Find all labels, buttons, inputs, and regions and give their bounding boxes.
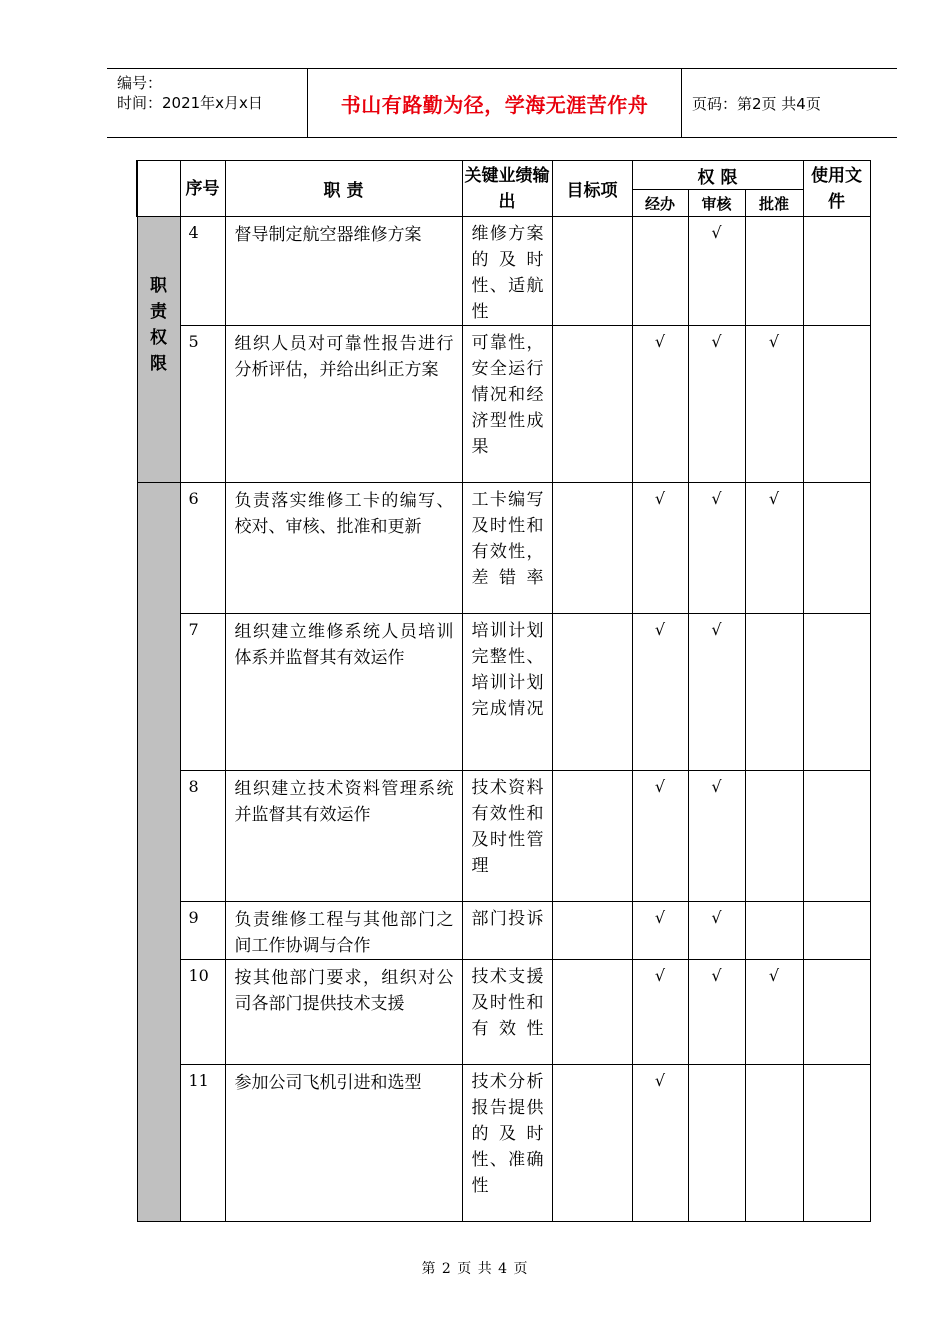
row-kpi: 部门投诉	[462, 902, 552, 960]
table-row	[137, 902, 870, 960]
row-review: √	[688, 483, 745, 614]
row-docs	[803, 902, 870, 960]
row-handle	[632, 217, 688, 326]
row-handle: √	[632, 614, 688, 771]
row-kpi: 技术分析报告提供的及时性、准确性	[462, 1065, 552, 1222]
row-review	[688, 1065, 745, 1222]
page-header	[107, 68, 897, 138]
header-auth-approve: 批准	[745, 190, 803, 217]
row-seq: 4	[180, 217, 225, 326]
header-seq: 序号	[180, 161, 225, 217]
row-target	[552, 960, 632, 1065]
duties-table	[136, 160, 871, 1222]
row-review: √	[688, 217, 745, 326]
table-row	[137, 326, 870, 483]
row-docs	[803, 960, 870, 1065]
row-target	[552, 771, 632, 902]
row-docs	[803, 614, 870, 771]
row-docs	[803, 1065, 870, 1222]
row-review: √	[688, 960, 745, 1065]
table-row	[137, 960, 870, 1065]
row-docs	[803, 771, 870, 902]
row-approve	[745, 902, 803, 960]
row-target	[552, 1065, 632, 1222]
row-handle: √	[632, 960, 688, 1065]
code-label: 编号：	[117, 74, 163, 92]
row-review: √	[688, 326, 745, 483]
row-docs	[803, 217, 870, 326]
row-approve	[745, 217, 803, 326]
row-duty: 按其他部门要求，组织对公司各部门提供技术支援	[225, 960, 462, 1065]
row-approve	[745, 771, 803, 902]
header-docs: 使用文件	[803, 161, 870, 217]
row-review: √	[688, 902, 745, 960]
row-duty: 负责落实维修工卡的编写、校对、审核、批准和更新	[225, 483, 462, 614]
header-auth-handle: 经办	[632, 190, 688, 217]
row-duty: 组织建立技术资料管理系统并监督其有效运作	[225, 771, 462, 902]
row-seq: 8	[180, 771, 225, 902]
table-row	[137, 483, 870, 614]
row-review: √	[688, 771, 745, 902]
table-row	[137, 1065, 870, 1222]
row-handle: √	[632, 771, 688, 902]
row-seq: 11	[180, 1065, 225, 1222]
header-divider	[681, 69, 682, 137]
row-kpi: 技术资料有效性和及时性管理	[462, 771, 552, 902]
row-approve	[745, 1065, 803, 1222]
row-docs	[803, 326, 870, 483]
row-handle: √	[632, 1065, 688, 1222]
row-target	[552, 326, 632, 483]
row-approve: √	[745, 483, 803, 614]
row-approve: √	[745, 326, 803, 483]
row-seq: 10	[180, 960, 225, 1065]
header-kpi: 关键业绩输出	[462, 161, 552, 217]
row-kpi: 培训计划完整性、培训计划完成情况	[462, 614, 552, 771]
row-target	[552, 483, 632, 614]
row-duty: 组织人员对可靠性报告进行分析评估，并给出纠正方案	[225, 326, 462, 483]
row-approve: √	[745, 960, 803, 1065]
row-handle: √	[632, 902, 688, 960]
table-row	[137, 771, 870, 902]
row-seq: 9	[180, 902, 225, 960]
header-auth-review: 审核	[688, 190, 745, 217]
side-gray-cell	[137, 483, 180, 1222]
page-footer: 第 2 页 共 4 页	[421, 1261, 529, 1277]
header-meta	[117, 73, 263, 113]
row-target	[552, 614, 632, 771]
row-docs	[803, 483, 870, 614]
row-duty: 组织建立维修系统人员培训体系并监督其有效运作	[225, 614, 462, 771]
header-authority: 权 限	[632, 161, 803, 190]
side-label: 职责权限	[150, 276, 167, 374]
row-seq: 6	[180, 483, 225, 614]
row-approve	[745, 614, 803, 771]
header-duty: 职 责	[225, 161, 462, 217]
header-motto: 书山有路勤为径，学海无涯苦作舟	[340, 93, 649, 117]
row-seq: 7	[180, 614, 225, 771]
row-seq: 5	[180, 326, 225, 483]
row-target	[552, 217, 632, 326]
row-kpi: 技术支援及时性和有效性	[462, 960, 552, 1065]
table-row	[137, 217, 870, 326]
time-label: 时间：2021年x月x日	[117, 94, 263, 112]
row-duty: 负责维修工程与其他部门之间工作协调与合作	[225, 902, 462, 960]
row-kpi: 可靠性，安全运行情况和经济型性成果	[462, 326, 552, 483]
header-target: 目标项	[552, 161, 632, 217]
row-duty: 督导制定航空器维修方案	[225, 217, 462, 326]
row-handle: √	[632, 326, 688, 483]
row-kpi: 工卡编写及时性和有效性，差错率	[462, 483, 552, 614]
row-handle: √	[632, 483, 688, 614]
side-label-cell	[137, 217, 180, 483]
table-row	[137, 614, 870, 771]
row-target	[552, 902, 632, 960]
row-duty: 参加公司飞机引进和选型	[225, 1065, 462, 1222]
row-review: √	[688, 614, 745, 771]
header-page-number: 页码：第2页 共4页	[692, 95, 821, 113]
header-blank-cell	[137, 161, 180, 217]
row-kpi: 维修方案的及时性、适航性	[462, 217, 552, 326]
